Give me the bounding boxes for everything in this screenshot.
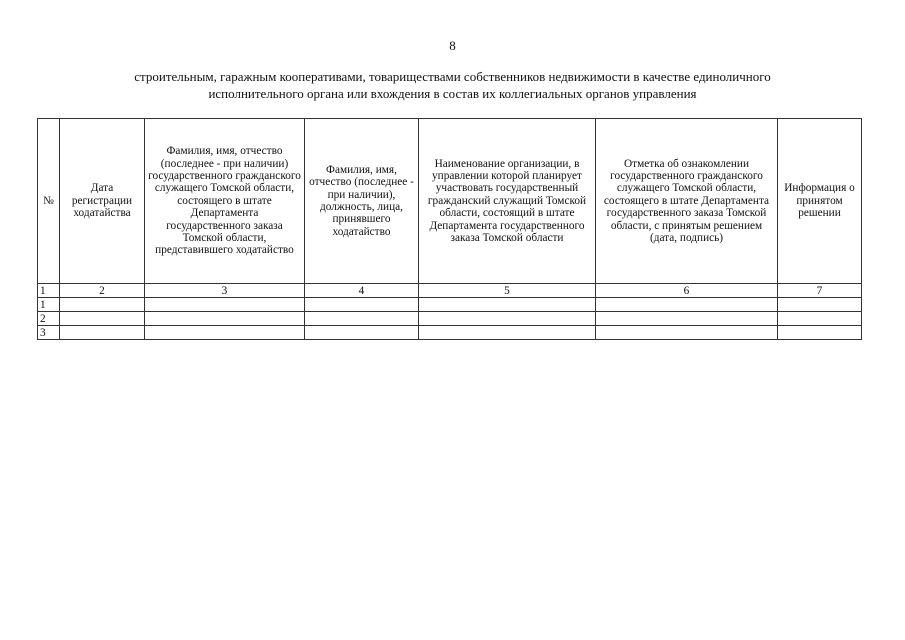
registration-table — [37, 118, 862, 340]
table-cell[interactable] — [305, 326, 419, 340]
table-cell[interactable] — [778, 312, 862, 326]
row-number: 3 — [38, 326, 60, 340]
table-cell[interactable] — [596, 326, 778, 340]
table-cell[interactable] — [145, 326, 305, 340]
heading-line-2: исполнительного органа или вхождения в состав их коллегиальных органов управления — [208, 86, 697, 101]
table-row — [38, 326, 862, 340]
column-number: 7 — [778, 284, 862, 298]
column-number: 1 — [38, 284, 60, 298]
table-cell[interactable] — [419, 312, 596, 326]
header-applicant-name: Фамилия, имя, отчество (последнее - при наличии) государственного гражданского служащего Томской области, состоящего в штате Департамента государственного заказа Томской области, представившего ходатайство — [145, 119, 305, 284]
column-number: 5 — [419, 284, 596, 298]
table-cell[interactable] — [305, 298, 419, 312]
header-number: № — [38, 119, 60, 284]
column-number-row — [38, 284, 862, 298]
row-number: 2 — [38, 312, 60, 326]
header-organization-name: Наименование организации, в управлении которой планирует участвовать государственный гражданский служащий Томской области, состоящий в штате Департамента государственного заказа Томской области — [419, 119, 596, 284]
table-cell[interactable] — [305, 312, 419, 326]
column-number: 4 — [305, 284, 419, 298]
table-cell[interactable] — [419, 298, 596, 312]
header-receiver-name: Фамилия, имя, отчество (последнее - при наличии), должность, лица, принявшего ходатайство — [305, 119, 419, 284]
table-row — [38, 298, 862, 312]
table-row — [38, 312, 862, 326]
header-acknowledgement: Отметка об ознакомлении государственного гражданского служащего Томской области, состоящего в штате Департамента государственного заказа Томской области, с принятым решением (дата, подпись) — [596, 119, 778, 284]
header-row — [38, 119, 862, 284]
table-cell[interactable] — [778, 298, 862, 312]
column-number: 2 — [60, 284, 145, 298]
row-number: 1 — [38, 298, 60, 312]
table-cell[interactable] — [778, 326, 862, 340]
page-number: 8 — [449, 38, 456, 53]
column-number: 6 — [596, 284, 778, 298]
table-cell[interactable] — [596, 312, 778, 326]
table-cell[interactable] — [145, 312, 305, 326]
table-cell[interactable] — [60, 312, 145, 326]
table-cell[interactable] — [60, 326, 145, 340]
header-registration-date: Дата регистрации ходатайства — [60, 119, 145, 284]
table-cell[interactable] — [145, 298, 305, 312]
table-cell[interactable] — [419, 326, 596, 340]
document-heading — [40, 68, 865, 102]
table-cell[interactable] — [596, 298, 778, 312]
table-cell[interactable] — [60, 298, 145, 312]
heading-line-1: строительным, гаражным кооперативами, товариществами собственников недвижимости в качестве единоличного — [134, 69, 771, 84]
header-decision-info: Информация о принятом решении — [778, 119, 862, 284]
column-number: 3 — [145, 284, 305, 298]
